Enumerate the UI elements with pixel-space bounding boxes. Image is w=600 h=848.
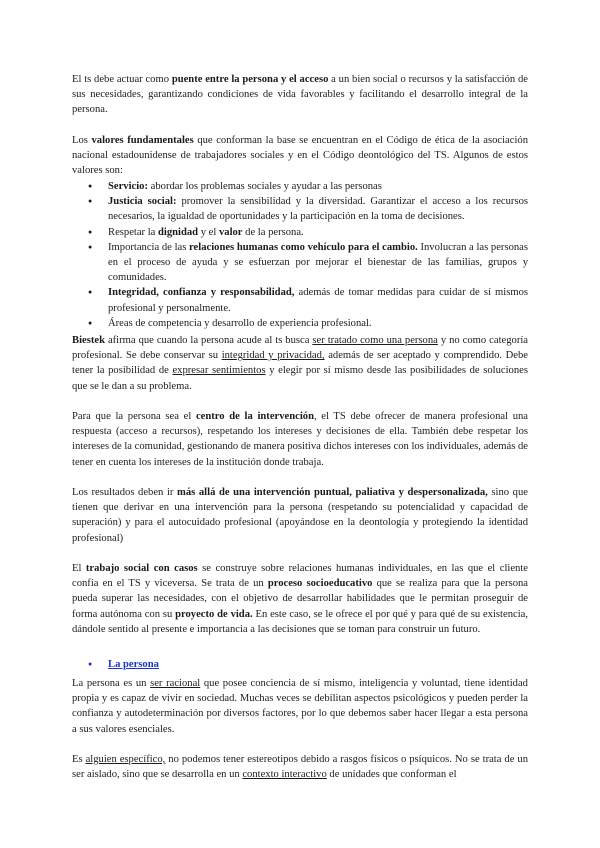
paragraph-specific: Es alguien específico, no podemos tener estereotipos debido a rasgos físicos o psíquicos. No se trata de un ser aislado, sino que se desarrolla en un contexto interactivo de unidades que conforman el bbox=[72, 754, 528, 781]
heading-text: La persona bbox=[108, 659, 159, 670]
bullet-icon: ● bbox=[88, 660, 93, 668]
paragraph-results: Los resultados deben ir más allá de una intervención puntual, paliativa y despersonalizada, sino que tienen que derivar en una intervención para la persona (respetando su potencialidad y capacidad de superación) y para el autocuidado profesional (apoyándose en la deontología y protegiendo la identidad profesional) bbox=[72, 487, 528, 544]
list-item: ● Justicia social: promover la sensibilidad y la diversidad. Garantizar el acceso a los recursos necesarios, la igualdad de oportunidades y la participación en la toma de decisiones. bbox=[72, 194, 528, 224]
paragraph-ts-role: El ts debe actuar como puente entre la persona y el acceso a un bien social o recursos y la satisfacción de sus necesidades, garantizando condiciones de vida favorables y facilitando el desarrollo integral de la persona. bbox=[72, 74, 528, 116]
list-item: ● Importancia de las relaciones humanas como vehículo para el cambio. Involucran a las personas en el proceso de ayuda y se esfuerzan por mejorar el bienestar de las familias, grupos y comunidades. bbox=[72, 240, 528, 286]
paragraph-biestek: Biestek afirma que cuando la persona acude al ts busca ser tratado como una persona y no como categoría profesional. Se debe conservar su integridad y privacidad, además de ser aceptado y comprendido. Debe tener la posibilidad de expresar sentimientos y elegir por sí mismo desde las posibilidades de soluciones que se le dan a su problema. bbox=[72, 335, 528, 392]
list-item: ● Servicio: abordar los problemas sociales y ayudar a las personas bbox=[72, 179, 528, 194]
paragraph-person: La persona es un ser racional que posee conciencia de sí mismo, inteligencia y voluntad, tiene identidad propia y es capaz de vivir en sociedad. Muchas veces se debilitan aspectos psicológicos y pueden perder la confianza y autodeterminación por diversos factores, por lo que debemos saber hacer llegar a esta persona a sus valores esenciales. bbox=[72, 678, 528, 735]
paragraph-casework: El trabajo social con casos se construye sobre relaciones humanas individuales, en las que el cliente confía en el TS y viceversa. Se trata de un proceso socioeducativo que se realiza para que la persona pueda superar las necesidades, con el objetivo de desarrollar habilidades que le permitan proseguir de forma autónoma con su proyecto de vida. En este caso, se le ofrece el por qué y para qué de su existencia, dándole sentido al presente e importancia a las decisiones que se toman para construir un futuro. bbox=[72, 563, 528, 635]
list-item: ● Áreas de competencia y desarrollo de experiencia profesional. bbox=[72, 316, 528, 331]
bold-term: puente entre la persona y el acceso bbox=[171, 74, 329, 85]
values-list bbox=[72, 179, 528, 331]
list-item: ● Integridad, confianza y responsabilidad, además de tomar medidas para cuidar de sí mismos profesional y personalmente. bbox=[72, 285, 528, 315]
paragraph-center-intervention: Para que la persona sea el centro de la intervención, el TS debe ofrecer de manera profesional una respuesta (acceso a recursos), respetando los intereses y decisiones de ella. También debe respetar los intereses de la comunidad, gestionando de manera positiva dichos intereses con los individuales, además de tener en cuenta los intereses de la institución donde trabaja. bbox=[72, 411, 528, 468]
paragraph-values-intro: Los valores fundamentales que conforman la base se encuentran en el Código de ética de la asociación nacional estadounidense de trabajadores sociales y en el Código deontológico del TS. Algunos de estos valores son: bbox=[72, 135, 528, 177]
list-item: ● Respetar la dignidad y el valor de la persona. bbox=[72, 225, 528, 240]
bold-term: valores fundamentales bbox=[91, 135, 194, 146]
